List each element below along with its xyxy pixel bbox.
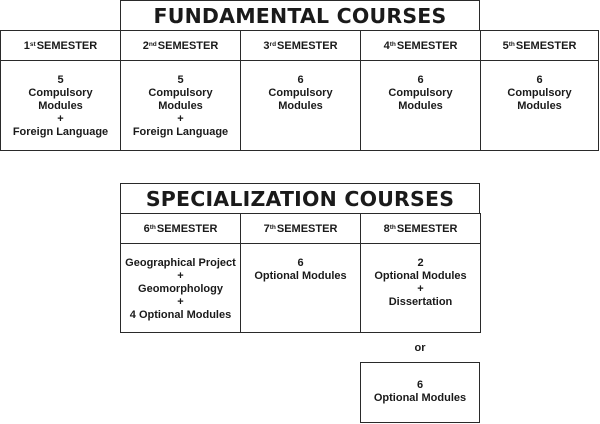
module-line: Optional Modules bbox=[254, 270, 347, 282]
module-line: 4 Optional Modules bbox=[129, 309, 232, 321]
semester-ordinal-suffix: th bbox=[389, 224, 396, 231]
or-label: or bbox=[414, 342, 426, 354]
fundamental-title: FUNDAMENTAL COURSES bbox=[120, 0, 480, 31]
specialization-semester-content bbox=[360, 243, 481, 333]
module-line: + bbox=[417, 283, 424, 295]
module-line: 6 bbox=[416, 379, 424, 391]
module-line: Optional Modules bbox=[374, 270, 467, 282]
module-line: Modules bbox=[38, 100, 83, 112]
specialization-semester-header bbox=[360, 213, 481, 244]
specialization-semester-header bbox=[120, 213, 241, 244]
specialization-title: SPECIALIZATION COURSES bbox=[120, 183, 480, 214]
fundamental-semester-header bbox=[480, 30, 599, 61]
semester-label: SEMESTER bbox=[276, 222, 338, 235]
module-line: Modules bbox=[517, 100, 562, 112]
module-line: Compulsory bbox=[148, 87, 213, 99]
module-line: Compulsory bbox=[388, 87, 453, 99]
module-line: + bbox=[177, 296, 184, 308]
module-line: Foreign Language bbox=[132, 126, 229, 138]
semester-number: 3 bbox=[263, 39, 270, 52]
module-line: Optional Modules bbox=[373, 392, 467, 404]
module-line: Geomorphology bbox=[138, 283, 223, 295]
module-line: Foreign Language bbox=[12, 126, 109, 138]
semester-label: SEMESTER bbox=[157, 39, 219, 52]
semester-label: SEMESTER bbox=[396, 222, 458, 235]
semester-ordinal-suffix: th bbox=[389, 41, 396, 48]
semester-label: SEMESTER bbox=[515, 39, 577, 52]
semester-ordinal-suffix: st bbox=[29, 41, 36, 48]
module-line: Modules bbox=[398, 100, 443, 112]
module-line: Compulsory bbox=[268, 87, 333, 99]
semester-label: SEMESTER bbox=[36, 39, 98, 52]
semester-number: 1 bbox=[23, 39, 30, 52]
module-line: 5 bbox=[57, 74, 64, 86]
semester-number: 2 bbox=[142, 39, 149, 52]
semester-label: SEMESTER bbox=[396, 39, 458, 52]
module-line: 6 bbox=[536, 74, 543, 86]
module-line: + bbox=[177, 270, 184, 282]
specialization-semester-header bbox=[240, 213, 361, 244]
semester-number: 8 bbox=[383, 222, 390, 235]
fundamental-semester-content bbox=[0, 60, 121, 151]
module-line: 6 bbox=[417, 74, 424, 86]
fundamental-semester-header bbox=[240, 30, 361, 61]
module-line: 6 bbox=[297, 257, 304, 269]
fundamental-semester-content bbox=[480, 60, 599, 151]
semester-number: 5 bbox=[502, 39, 509, 52]
semester-ordinal-suffix: th bbox=[269, 224, 276, 231]
fundamental-semester-content bbox=[120, 60, 241, 151]
semester-label: SEMESTER bbox=[277, 39, 338, 52]
module-line: Geographical Project bbox=[125, 257, 236, 269]
module-line: Compulsory bbox=[507, 87, 572, 99]
module-line: 2 bbox=[417, 257, 424, 269]
semester-number: 6 bbox=[143, 222, 150, 235]
module-line: + bbox=[57, 113, 64, 125]
module-line: Modules bbox=[278, 100, 323, 112]
module-line: 6 bbox=[297, 74, 304, 86]
specialization-semester-content bbox=[240, 243, 361, 333]
module-line: + bbox=[177, 113, 184, 125]
fundamental-semester-header bbox=[360, 30, 481, 61]
semester-number: 4 bbox=[383, 39, 390, 52]
fundamental-semester-content bbox=[240, 60, 361, 151]
module-line: Compulsory bbox=[28, 87, 93, 99]
semester-ordinal-suffix: nd bbox=[148, 41, 157, 48]
semester-number: 7 bbox=[263, 222, 270, 235]
module-line: Dissertation bbox=[388, 296, 453, 308]
fundamental-semester-header bbox=[0, 30, 121, 61]
module-line: Modules bbox=[158, 100, 203, 112]
fundamental-semester-header bbox=[120, 30, 241, 61]
fundamental-semester-content bbox=[360, 60, 481, 151]
semester-ordinal-suffix: rd bbox=[269, 41, 277, 48]
semester-ordinal-suffix: th bbox=[149, 224, 156, 231]
semester-ordinal-suffix: th bbox=[508, 41, 515, 48]
module-line: 5 bbox=[177, 74, 184, 86]
semester-label: SEMESTER bbox=[156, 222, 218, 235]
specialization-semester-content bbox=[120, 243, 241, 333]
alternative-option-box bbox=[360, 362, 480, 423]
